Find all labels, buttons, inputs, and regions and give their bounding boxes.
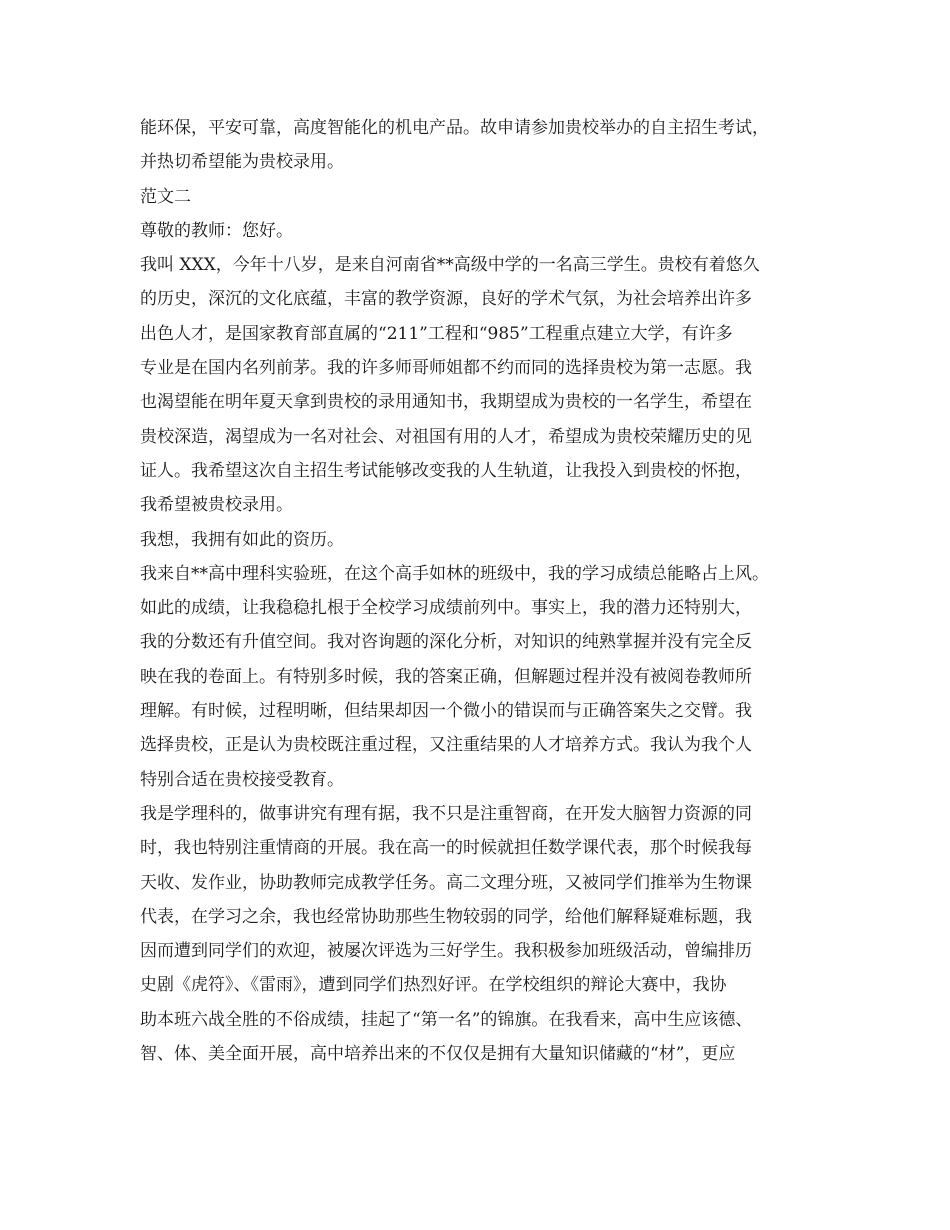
salutation: 尊敬的教师：您好。 <box>140 220 293 241</box>
text-line: 助本班六战全胜的不俗成绩，挂起了“第一名”的锦旗。在我看来，高中生应该德、 <box>140 1009 753 1030</box>
text-line: 的历史，深沉的文化底蕴，丰富的教学资源，良好的学术气氛，为社会培养出许多 <box>140 289 752 310</box>
text-line: 映在我的卷面上。有特别多时候，我的答案正确，但解题过程并没有被阅卷教师所 <box>140 666 752 687</box>
text-line: 贵校深造，渴望成为一名对社会、对祖国有用的人才，希望成为贵校荣耀历史的见 <box>140 426 752 447</box>
text-line: 理解。有时候，过程明晰，但结果却因一个微小的错误而与正确答案失之交臂。我 <box>140 701 752 722</box>
text-line: 我想，我拥有如此的资历。 <box>140 529 344 550</box>
text-line: 如此的成绩，让我稳稳扎根于全校学习成绩前列中。事实上，我的潜力还特别大， <box>140 598 752 619</box>
text-line: 我来自**高中理科实验班，在这个高手如林的班级中，我的学习成绩总能略占上风。 <box>140 563 769 584</box>
text-line: 史剧《虎符》、《雷雨》，遭到同学们热烈好评。在学校组织的辩论大赛中，我协 <box>140 975 727 996</box>
text-line: 选择贵校，正是认为贵校既注重过程，又注重结果的人才培养方式。我认为我个人 <box>140 735 752 756</box>
text-line: 特别合适在贵校接受教育。 <box>140 769 344 790</box>
text-line: 因而遭到同学们的欢迎，被屡次评选为三好学生。我积极参加班级活动，曾编排历 <box>140 941 752 962</box>
text-line: 也渴望能在明年夏天拿到贵校的录用通知书，我期望成为贵校的一名学生，希望在 <box>140 392 752 413</box>
section-heading: 范文二 <box>140 186 191 207</box>
text-line: 代表，在学习之余，我也经常协助那些生物较弱的同学，给他们解释疑难标题，我 <box>140 906 752 927</box>
text-line: 能环保，平安可靠，高度智能化的机电产品。故申请参加贵校举办的自主招生考试， <box>140 118 769 138</box>
text-line: 证人。我希望这次自主招生考试能够改变我的人生轨道，让我投入到贵校的怀抱， <box>140 460 752 481</box>
text-line: 我叫 XXX，今年十八岁，是来自河南省**高级中学的一名高三学生。贵校有着悠久 <box>140 255 760 276</box>
document-body <box>140 111 840 1071</box>
text-line: 我希望被贵校录用。 <box>140 495 293 516</box>
text-line: 智、体、美全面开展，高中培养出来的不仅仅是拥有大量知识储藏的“材”，更应 <box>140 1044 736 1065</box>
text-line: 我是学理科的，做事讲究有理有据，我不只是注重智商，在开发大脑智力资源的同 <box>140 803 752 824</box>
text-line: 时，我也特别注重情商的开展。我在高一的时候就担任数学课代表，那个时候我每 <box>140 838 752 859</box>
text-line: 我的分数还有升值空间。我对咨询题的深化分析，对知识的纯熟掌握并没有完全反 <box>140 632 752 653</box>
text-line: 专业是在国内名列前茅。我的许多师哥师姐都不约而同的选择贵校为第一志愿。我 <box>140 358 752 379</box>
text-line: 天收、发作业，协助教师完成教学任务。高二文理分班，又被同学们推举为生物课 <box>140 872 752 893</box>
text-line: 并热切希望能为贵校录用。 <box>140 152 344 173</box>
text-line: 出色人才，是国家教育部直属的“211”工程和“985”工程重点建立大学，有许多 <box>140 323 733 344</box>
